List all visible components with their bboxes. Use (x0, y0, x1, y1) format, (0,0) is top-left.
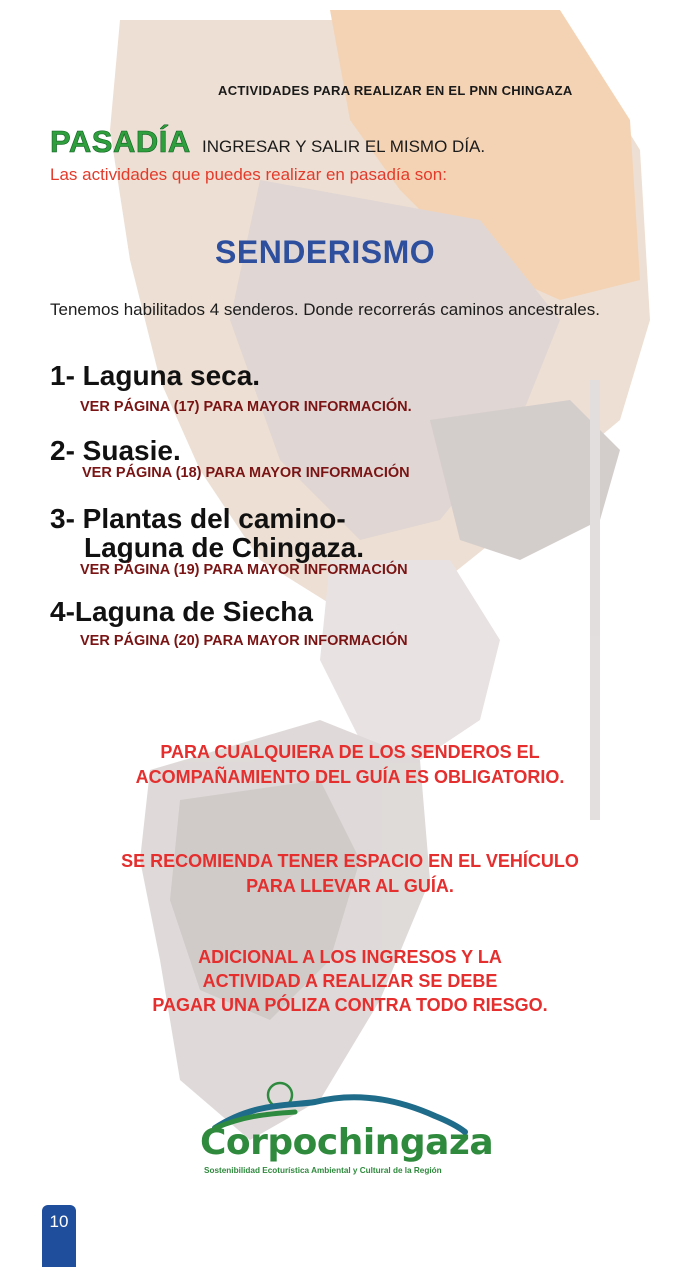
guide-required-notice (0, 740, 700, 790)
trail-item (50, 436, 181, 466)
notice-line: PAGAR UNA PÓLIZA CONTRA TODO RIESGO. (152, 995, 548, 1015)
page-number-tab (42, 1205, 76, 1267)
trail-name-continued: Laguna de Chingaza. (84, 532, 365, 563)
trail-item (50, 361, 260, 391)
trail-name: 4-Laguna de Siecha (50, 596, 313, 627)
trail-item (50, 504, 346, 534)
notice-line: SE RECOMIENDA TENER ESPACIO EN EL VEHÍCULO (121, 851, 579, 871)
trail-name: 3- Plantas del camino- (50, 503, 346, 534)
trail-item (50, 597, 313, 627)
page-header: ACTIVIDADES PARA REALIZAR EN EL PNN CHINGAZA (218, 83, 573, 98)
trails-intro: Tenemos habilitados 4 senderos. Donde recorrerás caminos ancestrales. (50, 300, 600, 319)
section-title: SENDERISMO (215, 234, 436, 270)
pasadia-note: INGRESAR Y SALIR EL MISMO DÍA. (202, 137, 486, 156)
logo-wordmark: Corpochingaza (200, 1122, 494, 1163)
trail-page-reference: VER PÁGINA (19) PARA MAYOR INFORMACIÓN (80, 562, 408, 578)
trail-name: 2- Suasie. (50, 435, 181, 466)
pasadia-heading: PASADÍA (50, 124, 191, 159)
notice-line: ACOMPAÑAMIENTO DEL GUÍA ES OBLIGATORIO. (135, 767, 565, 787)
pasadia-intro: Las actividades que puedes realizar en pasadía son: (50, 165, 447, 184)
trail-page-reference: VER PÁGINA (17) PARA MAYOR INFORMACIÓN. (80, 399, 412, 415)
vehicle-space-notice (0, 849, 700, 899)
notice-line: PARA CUALQUIERA DE LOS SENDEROS EL (160, 742, 540, 762)
trail-page-reference: VER PÁGINA (20) PARA MAYOR INFORMACIÓN (80, 633, 408, 649)
insurance-notice (0, 945, 700, 1017)
trail-name: 1- Laguna seca. (50, 360, 261, 391)
corpochingaza-logo (195, 1080, 495, 1190)
notice-line: PARA LLEVAR AL GUÍA. (246, 876, 454, 896)
page-number: 10 (49, 1212, 69, 1231)
trail-page-reference: VER PÁGINA (18) PARA MAYOR INFORMACIÓN (82, 465, 410, 481)
logo-tagline: Sostenibilidad Ecoturística Ambiental y Cultural de la Región (204, 1166, 442, 1175)
notice-line: ADICIONAL A LOS INGRESOS Y LA (198, 947, 502, 967)
notice-line: ACTIVIDAD A REALIZAR SE DEBE (202, 971, 498, 991)
